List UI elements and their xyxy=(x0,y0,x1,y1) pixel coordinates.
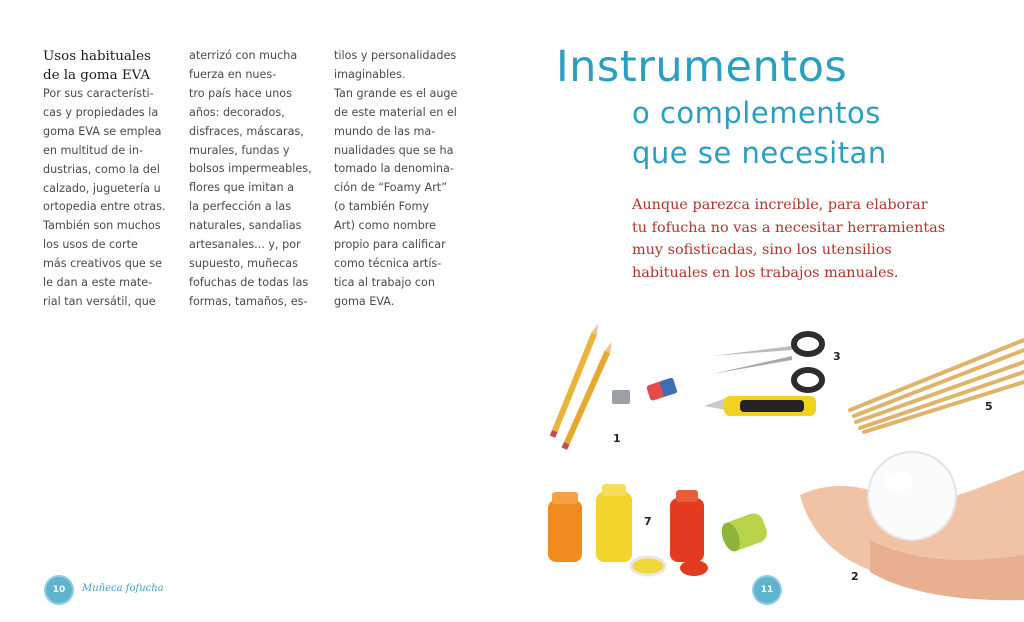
section-heading-line-1: Usos habituales xyxy=(43,49,151,64)
cutter-image xyxy=(704,396,816,416)
running-title: Muñeca fofucha xyxy=(82,583,164,594)
text-line: Por sus característi- xyxy=(43,87,154,100)
text-line: tro país hace unos xyxy=(189,86,292,100)
text-line: disfraces, máscaras, xyxy=(189,124,304,138)
text-line: formas, tamaños, es- xyxy=(189,294,308,308)
text-line: mundo de las ma- xyxy=(334,124,436,138)
text-line: en multitud de in- xyxy=(43,143,144,157)
intro-line: tu fofucha no vas a necesitar herramientas xyxy=(632,219,946,236)
page-title-line-1: Instrumentos xyxy=(556,42,848,92)
label-number-pencils: 1 xyxy=(613,432,621,445)
text-column-3 xyxy=(334,47,474,312)
page-number-badge-right: 11 xyxy=(754,577,780,603)
text-line: de este material en el xyxy=(334,105,457,119)
text-line: los usos de corte xyxy=(43,238,138,252)
text-line: aterrizó con mucha xyxy=(189,49,298,62)
text-line: (o también Fomy xyxy=(334,200,430,214)
wooden-sticks-image xyxy=(850,340,1024,432)
sharpener-image xyxy=(612,390,630,404)
text-line: nualidades que se ha xyxy=(334,143,454,157)
page-title-line-3: que se necesitan xyxy=(632,136,887,170)
text-line: tica al trabajo con xyxy=(334,275,435,289)
text-line: flores que imitan a xyxy=(189,181,295,195)
text-line: rial tan versátil, que xyxy=(43,294,156,308)
text-column-2 xyxy=(189,47,324,312)
text-line: fuerza en nues- xyxy=(189,67,277,81)
page-title-line-2: o complementos xyxy=(632,96,881,130)
eraser-image xyxy=(646,377,678,401)
text-line: Tan grande es el auge xyxy=(334,86,458,100)
text-line: propio para calificar xyxy=(334,238,446,252)
text-line: tilos y personalidades xyxy=(334,49,457,62)
text-line: naturales, sandalias xyxy=(189,219,302,233)
page-number-badge: 10 xyxy=(46,577,72,603)
paint-jars-image xyxy=(548,484,770,576)
label-number-scissors: 3 xyxy=(833,350,841,363)
intro-line: Aunque parezca increíble, para elaborar xyxy=(632,197,928,213)
intro-paragraph xyxy=(632,194,1002,284)
text-line: la perfección a las xyxy=(189,200,292,214)
text-line: como técnica artís- xyxy=(334,256,442,270)
text-line: artesanales... y, por xyxy=(189,238,301,252)
hand-with-ball-image xyxy=(800,452,1024,600)
text-line: goma EVA. xyxy=(334,294,395,308)
label-number-ball: 2 xyxy=(851,570,859,583)
text-line: cas y propiedades la xyxy=(43,105,159,119)
text-line: Art) como nombre xyxy=(334,219,437,233)
text-line: dustrias, como la del xyxy=(43,162,160,176)
label-number-paints: 7 xyxy=(644,515,652,528)
text-line: supuesto, muñecas xyxy=(189,256,298,270)
section-heading-line-2: de la goma EVA xyxy=(43,68,151,83)
text-line: fofuchas de todas las xyxy=(189,275,309,289)
intro-line: muy sofisticadas, sino los utensilios xyxy=(632,242,892,259)
text-line: tomado la denomina- xyxy=(334,162,454,176)
text-line: más creativos que se xyxy=(43,257,163,271)
text-line: ortopedia entre otras. xyxy=(43,200,166,214)
text-line: imaginables. xyxy=(334,67,406,81)
pencils-image xyxy=(550,322,678,449)
text-line: calzado, juguetería u xyxy=(43,181,161,195)
intro-line: habituales en los trabajos manuales. xyxy=(632,264,899,281)
tools-illustration xyxy=(530,310,1024,610)
text-line: También son muchos xyxy=(43,219,161,233)
text-line: bolsos impermeables, xyxy=(189,162,312,176)
text-line: le dan a este mate- xyxy=(43,276,153,290)
scissors-image xyxy=(712,334,822,390)
text-line: goma EVA se emplea xyxy=(43,124,162,138)
text-line: murales, fundas y xyxy=(189,143,290,157)
text-column-1 xyxy=(43,47,178,312)
label-number-sticks: 5 xyxy=(985,400,993,413)
text-line: ción de “Foamy Art” xyxy=(334,181,447,195)
text-line: años: decorados, xyxy=(189,105,285,119)
